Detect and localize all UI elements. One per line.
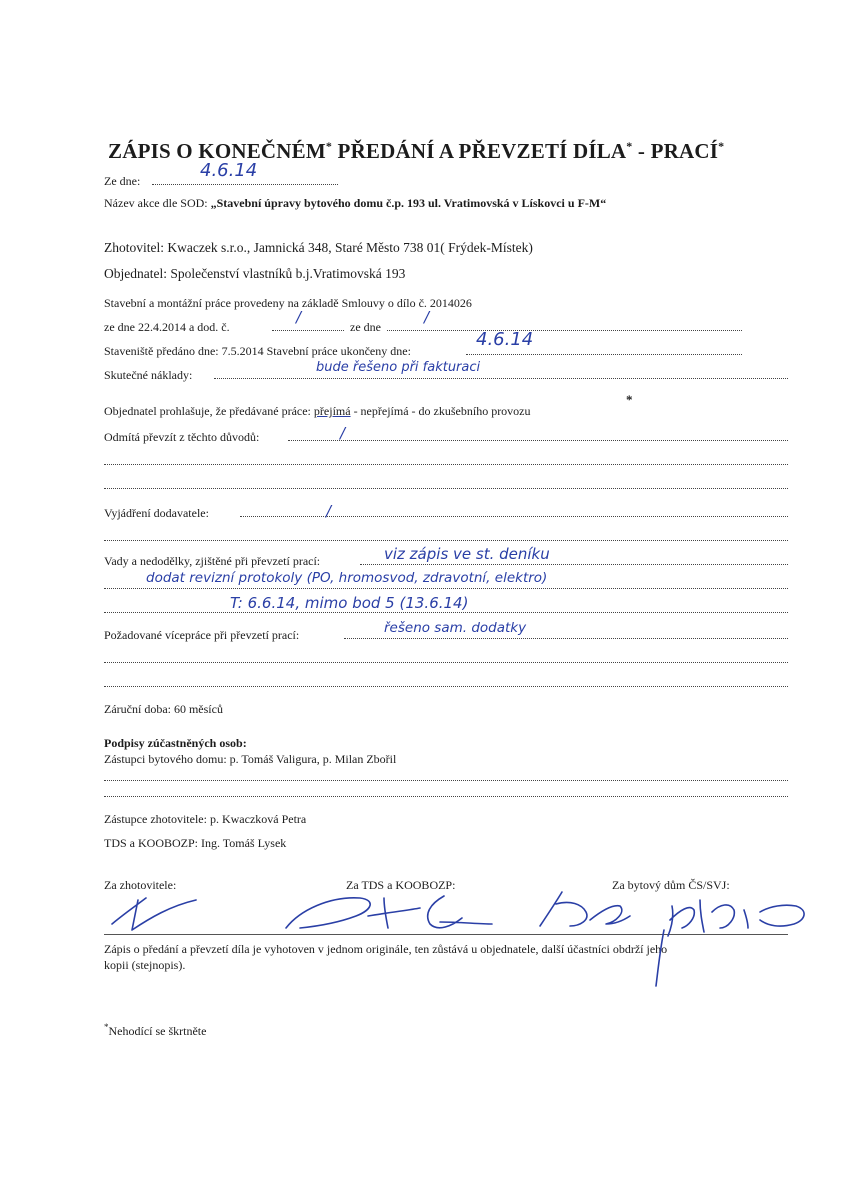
strike-note: *Nehodící se škrtněte <box>104 1022 207 1038</box>
supplier-value: / <box>326 502 332 520</box>
addendum-number-value: / <box>296 308 302 326</box>
supplier-line-2 <box>104 540 788 541</box>
addendum-number-line <box>272 330 344 331</box>
defects-value-1: viz zápis ve st. deníku <box>384 545 550 563</box>
addendum-date-value: / <box>424 308 430 326</box>
warranty: Záruční doba: 60 měsíců <box>104 702 223 716</box>
costs-line <box>214 378 788 379</box>
refuse-line-3 <box>104 488 788 489</box>
client-line: Objednatel: Společenství vlastníků b.j.Vratimovská 193 <box>104 266 406 281</box>
action-line <box>104 196 606 211</box>
defects-line-1 <box>360 564 788 565</box>
defects-value-2: dodat revizní protokoly (PO, hromosvod, zdravotní, elektro) <box>146 570 548 586</box>
action-value: „Stavební úpravy bytového domu č.p. 193 ul. Vratimovská v Lískovci u F-M“ <box>210 196 607 210</box>
refuse-value: / <box>340 424 346 442</box>
house-reps-line-2 <box>104 796 788 797</box>
contractor-representative: Zástupce zhotovitele: p. Kwaczková Petra <box>104 812 307 826</box>
footer-line-1: Zápis o předání a převzetí díla je vyhotoven v jednom originále, ten zůstává u objednatele, další účastníci obdrží jeho <box>104 942 668 956</box>
contract-line: Stavební a montážní práce provedeny na základě Smlouvy o dílo č. 2014026 <box>104 296 472 310</box>
sig-contractor-label: Za zhotovitele: <box>104 878 177 892</box>
defects-line-2 <box>104 588 788 589</box>
defects-label: Vady a nedodělky, zjištěné při převzetí prací: <box>104 554 321 568</box>
addendum-date-label: ze dne <box>350 320 381 334</box>
costs-label: Skutečné náklady: <box>104 368 193 382</box>
supplier-line-1 <box>240 516 788 517</box>
declaration-asterisk: * <box>626 392 633 407</box>
site-finish-value: 4.6.14 <box>476 329 534 350</box>
document-title: ZÁPIS O KONEČNÉM* PŘEDÁNÍ A PŘEVZETÍ DÍLA* - PRACÍ* <box>108 139 725 163</box>
contractor-signature <box>112 898 196 930</box>
addendum-date-line <box>387 330 742 331</box>
date-label: Ze dne: <box>104 174 141 188</box>
site-handover-label: Staveniště předáno dne: 7.5.2014 Stavební práce ukončeny dne: <box>104 344 411 358</box>
signature-line <box>104 934 788 935</box>
action-label: Název akce dle SOD: <box>104 196 208 210</box>
sig-tds-label: Za TDS a KOOBOZP: <box>346 878 456 892</box>
house-signature-2 <box>656 900 804 986</box>
extra-works-line-3 <box>104 686 788 687</box>
extra-works-line-1 <box>344 638 788 639</box>
footer-line-2: kopii (stejnopis). <box>104 958 186 972</box>
refuse-line-1 <box>288 440 788 441</box>
tds-koobozp: TDS a KOOBOZP: Ing. Tomáš Lysek <box>104 836 287 850</box>
costs-value: bude řešeno při fakturaci <box>316 360 481 375</box>
accepts-option: přejímá <box>313 404 351 418</box>
extra-works-value: řešeno sam. dodatky <box>384 620 527 636</box>
tds-signature <box>286 896 492 928</box>
date-line <box>152 184 338 185</box>
refuse-label: Odmítá převzít z těchto důvodů: <box>104 430 260 444</box>
house-signature-1 <box>540 892 630 926</box>
contractor-line: Zhotovitel: Kwaczek s.r.o., Jamnická 348, Staré Město 738 01( Frýdek-Místek) <box>104 240 533 255</box>
signatures-heading: Podpisy zúčastněných osob: <box>104 736 247 750</box>
refuse-line-2 <box>104 464 788 465</box>
extra-works-label: Požadované vícepráce při převzetí prací: <box>104 628 300 642</box>
site-finish-line <box>466 354 742 355</box>
contract-date-label: ze dne 22.4.2014 a dod. č. <box>104 320 230 334</box>
defects-line-3 <box>104 612 788 613</box>
sig-house-label: Za bytový dům ČS/SVJ: <box>612 878 730 892</box>
defects-value-3: T: 6.6.14, mimo bod 5 (13.6.14) <box>230 594 469 612</box>
supplier-label: Vyjádření dodavatele: <box>104 506 209 520</box>
declaration-line: Objednatel prohlašuje, že předávané práce: přejímá - nepřejímá - do zkušebního provozu <box>104 404 531 418</box>
date-value: 4.6.14 <box>200 160 258 181</box>
house-representatives: Zástupci bytového domu: p. Tomáš Valigura, p. Milan Zbořil <box>104 752 397 766</box>
house-reps-line-1 <box>104 780 788 781</box>
extra-works-line-2 <box>104 662 788 663</box>
